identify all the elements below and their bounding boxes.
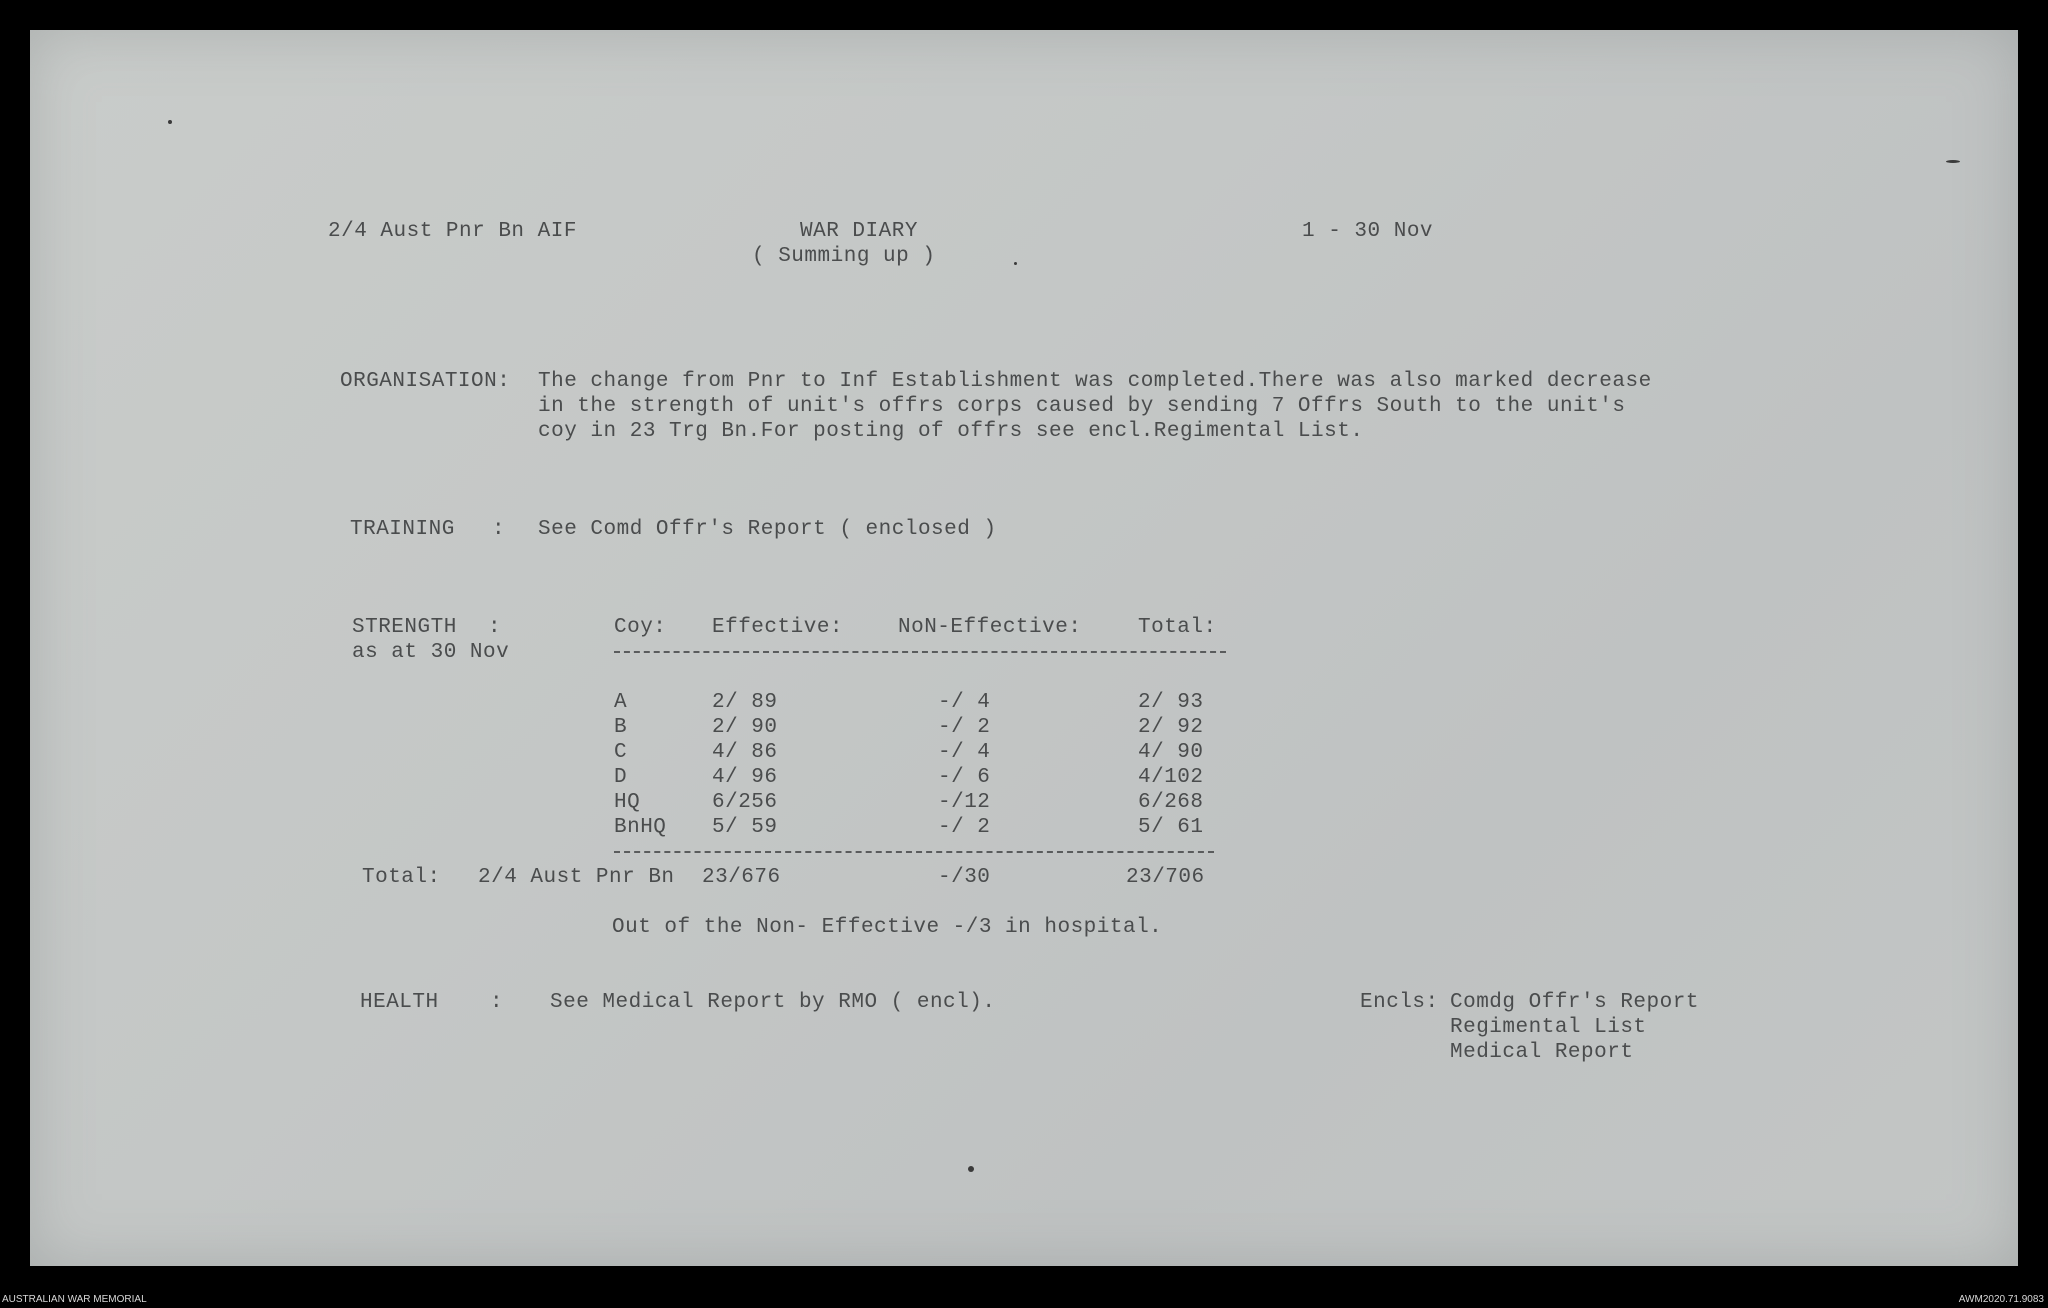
strength-date: as at 30 Nov [352, 641, 510, 664]
row-effective: 2/ 89 [712, 691, 778, 714]
enclosure-item: Medical Report [1450, 1041, 1634, 1064]
column-header-effective: Effective: [712, 616, 844, 639]
row-non-effective: -/ 2 [938, 816, 991, 839]
health-label: HEALTH [360, 991, 439, 1014]
row-non-effective: -/ 4 [938, 741, 991, 764]
diary-subtitle: ( Summing up ) [752, 245, 936, 268]
footer-reference: AWM2020.71.9083 [1958, 1294, 2044, 1305]
row-effective: 5/ 59 [712, 816, 778, 839]
row-coy: D [614, 766, 628, 789]
row-total: 2/ 93 [1138, 691, 1204, 714]
health-text: See Medical Report by RMO ( encl). [550, 991, 996, 1014]
row-total: 5/ 61 [1138, 816, 1204, 839]
training-text: See Comd Offr's Report ( enclosed ) [538, 518, 997, 541]
row-coy: BnHQ [614, 816, 667, 839]
organisation-line: The change from Pnr to Inf Establishment was completed.There was also marked decrease [538, 370, 1652, 393]
column-header-total: Total: [1138, 616, 1217, 639]
row-non-effective: -/ 6 [938, 766, 991, 789]
column-header-non-effective: NoN-Effective: [898, 616, 1082, 639]
column-header-coy: Coy: [614, 616, 667, 639]
organisation-label: ORGANISATION: [340, 370, 511, 393]
strength-label: STRENGTH [352, 616, 457, 639]
row-total: 4/ 90 [1138, 741, 1204, 764]
diary-period: 1 - 30 Nov [1302, 220, 1434, 243]
row-effective: 6/256 [712, 791, 778, 814]
health-colon: : [490, 991, 504, 1014]
paper-speck [1946, 160, 1960, 163]
row-coy: B [614, 716, 628, 739]
paper-speck [168, 120, 172, 124]
enclosure-item: Comdg Offr's Report [1450, 991, 1699, 1014]
row-total: 4/102 [1138, 766, 1204, 789]
row-coy: HQ [614, 791, 641, 814]
document-page [30, 30, 2018, 1266]
row-effective: 4/ 86 [712, 741, 778, 764]
row-total: 2/ 92 [1138, 716, 1204, 739]
row-effective: 4/ 96 [712, 766, 778, 789]
row-effective: 2/ 90 [712, 716, 778, 739]
total-effective: 23/676 [702, 866, 781, 889]
diary-title: WAR DIARY [800, 220, 918, 243]
header-divider [614, 651, 1226, 653]
total-unit: 2/4 Aust Pnr Bn [478, 866, 675, 889]
footer-source: AUSTRALIAN WAR MEMORIAL [2, 1294, 147, 1305]
row-coy: C [614, 741, 628, 764]
training-label: TRAINING [350, 518, 455, 541]
unit-name: 2/4 Aust Pnr Bn AIF [328, 220, 577, 243]
paper-speck [1014, 262, 1017, 265]
strength-colon: : [488, 616, 502, 639]
row-total: 6/268 [1138, 791, 1204, 814]
total-total: 23/706 [1126, 866, 1205, 889]
total-divider [614, 851, 1214, 853]
total-non-effective: -/30 [938, 866, 991, 889]
organisation-line: in the strength of unit's offrs corps caused by sending 7 Offrs South to the unit's [538, 395, 1626, 418]
total-label: Total: [362, 866, 441, 889]
row-non-effective: -/ 2 [938, 716, 991, 739]
row-non-effective: -/ 4 [938, 691, 991, 714]
enclosure-item: Regimental List [1450, 1016, 1647, 1039]
hospital-note: Out of the Non- Effective -/3 in hospital. [612, 916, 1163, 939]
row-non-effective: -/12 [938, 791, 991, 814]
training-colon: : [492, 518, 506, 541]
organisation-line: coy in 23 Trg Bn.For posting of offrs see encl.Regimental List. [538, 420, 1364, 443]
paper-speck [968, 1166, 974, 1172]
row-coy: A [614, 691, 628, 714]
enclosures-label: Encls: [1360, 991, 1439, 1014]
